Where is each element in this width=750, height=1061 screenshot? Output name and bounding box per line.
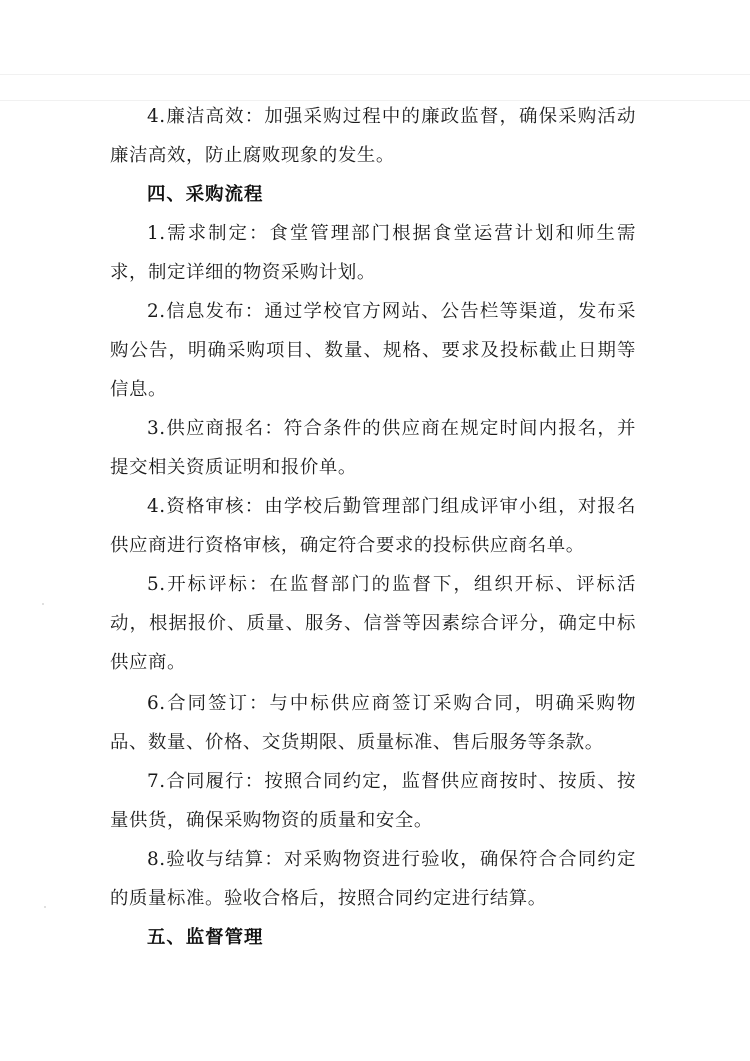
scan-artifact-line	[0, 74, 750, 75]
paragraph-contract-performance: 7.合同履行：按照合同约定，监督供应商按时、按质、按量供货，确保采购物资的质量和安全。	[110, 771, 636, 831]
paragraph-qualification-review: 4.资格审核：由学校后勤管理部门组成评审小组，对报名供应商进行资格审核，确定符合要求的投标供应商名单。	[110, 496, 636, 556]
paragraph-integrity-efficiency: 4.廉洁高效：加强采购过程中的廉政监督，确保采购活动廉洁高效，防止腐败现象的发生。	[110, 106, 636, 166]
paragraph-contract-signing: 6.合同签订：与中标供应商签订采购合同，明确采购物品、数量、价格、交货期限、质量标准、售后服务等条款。	[110, 693, 636, 753]
scan-speck	[44, 906, 46, 908]
paragraph-supplier-registration: 3.供应商报名：符合条件的供应商在规定时间内报名，并提交相关资质证明和报价单。	[110, 418, 636, 478]
paragraph-demand-planning: 1.需求制定：食堂管理部门根据食堂运营计划和师生需求，制定详细的物资采购计划。	[110, 223, 636, 283]
paragraph-bid-evaluation: 5.开标评标：在监督部门的监督下，组织开标、评标活动，根据报价、质量、服务、信誉等因素综合评分，确定中标供应商。	[110, 574, 636, 673]
paragraph-acceptance-settlement: 8.验收与结算：对采购物资进行验收，确保符合合同约定的质量标准。验收合格后，按照合同约定进行结算。	[110, 849, 636, 909]
heading-procurement-process: 四、采购流程	[147, 184, 264, 205]
heading-supervision: 五、监督管理	[147, 927, 264, 948]
paragraph-information-release: 2.信息发布：通过学校官方网站、公告栏等渠道，发布采购公告，明确采购项目、数量、规格、要求及投标截止日期等信息。	[110, 301, 636, 400]
scan-speck	[42, 603, 44, 605]
